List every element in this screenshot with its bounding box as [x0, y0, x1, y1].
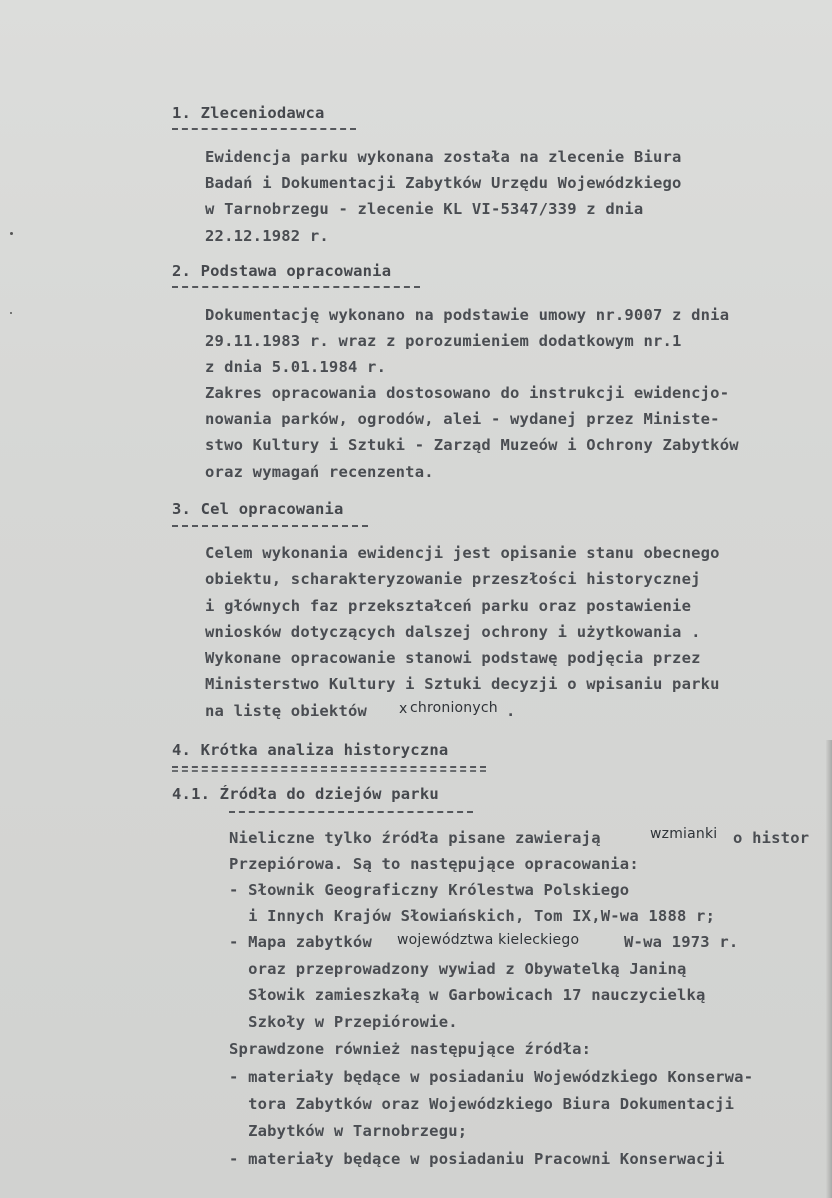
section-1-line: Ewidencja parku wykonana została na zlecenie Biura [205, 148, 682, 166]
section-3-line: Ministerstwo Kultury i Sztuki decyzji o wpisaniu parku [205, 675, 720, 693]
section-2-line: 29.11.1983 r. wraz z porozumieniem dodatkowym nr.1 [205, 332, 682, 350]
line-tail: W-wa 1973 r. [624, 933, 739, 951]
handwritten-wojewodztwa: województwa kieleckiego [397, 932, 580, 948]
section-3-line: Wykonane opracowanie stanowi podstawę podjęcia przez [205, 649, 701, 667]
section-3-line: wniosków dotyczących dalszej ochrony i użytkowania . [205, 623, 701, 641]
section-4-heading: 4. Krótka analiza historyczna [172, 741, 449, 759]
insert-mark: x [399, 701, 408, 717]
section-2-line: z dnia 5.01.1984 r. [205, 358, 387, 376]
section-4-1-line: oraz przeprowadzony wywiad z Obywatelką Janiną [229, 960, 687, 978]
section-4-1-line: - materiały będące w posiadaniu Pracowni Konserwacji [229, 1150, 725, 1168]
section-2-line: Zakres opracowania dostosowano do instrukcji ewidencjo- [205, 384, 730, 402]
line-end-period: . [506, 702, 516, 720]
section-4-underline [172, 766, 486, 768]
handwritten-wzmianki: wzmianki [650, 826, 718, 842]
section-4-1-line: i Innych Krajów Słowiańskich, Tom IX,W-wa 1888 r; [229, 907, 716, 925]
section-4-1-heading: 4.1. Źródła do dziejów parku [172, 785, 439, 803]
scan-speck [10, 232, 13, 235]
section-4-underline-second [172, 770, 486, 772]
section-3-line: Celem wykonania ewidencji jest opisanie stanu obecnego [205, 544, 720, 562]
section-4-1-line: Słowik zamieszkałą w Garbowicach 17 nauczycielką [229, 986, 706, 1004]
section-1-line: 22.12.1982 r. [205, 227, 329, 245]
section-2-line: Dokumentację wykonano na podstawie umowy nr.9007 z dnia [205, 306, 730, 324]
section-2-underline [172, 286, 420, 288]
section-3-line: obiektu, scharakteryzowanie przeszłości historycznej [205, 570, 701, 588]
section-4-1-line: Przepiórowa. Są to następujące opracowania: [229, 855, 639, 873]
section-2-line: oraz wymagań recenzenta. [205, 463, 434, 481]
section-1-heading: 1. Zleceniodawca [172, 104, 325, 122]
section-1-line: w Tarnobrzegu - zlecenie KL VI-5347/339 z dnia [205, 200, 644, 218]
section-4-1-line: - Słownik Geograficzny Królestwa Polskiego [229, 881, 630, 899]
section-4-1-line: - Mapa zabytków [229, 933, 372, 951]
page-edge [826, 740, 832, 1198]
section-4-1-line: Sprawdzone również następujące źródła: [229, 1040, 592, 1058]
section-3-underline [172, 525, 368, 527]
section-4-1-line: tora Zabytków oraz Wojewódzkiego Biura Dokumentacji [229, 1095, 735, 1113]
section-2-line: stwo Kultury i Sztuki - Zarząd Muzeów i Ochrony Zabytków [205, 436, 739, 454]
section-4-1-line: Szkoły w Przepiórowie. [229, 1013, 458, 1031]
scan-speck [10, 312, 12, 314]
section-4-1-line: Nieliczne tylko źródła pisane zawierają [229, 829, 601, 847]
line-tail: o histor [733, 829, 810, 847]
section-4-1-underline [229, 811, 473, 813]
section-3-heading: 3. Cel opracowania [172, 500, 344, 518]
section-3-line: i głównych faz przekształceń parku oraz postawienie [205, 597, 692, 615]
section-2-heading: 2. Podstawa opracowania [172, 262, 392, 280]
section-3-line: na listę obiektów [205, 702, 368, 720]
section-1-underline [172, 128, 356, 130]
section-1-line: Badań i Dokumentacji Zabytków Urzędu Wojewódzkiego [205, 174, 682, 192]
section-4-1-line: - materiały będące w posiadaniu Wojewódzkiego Konserwa- [229, 1068, 754, 1086]
section-4-1-line: Zabytków w Tarnobrzegu; [229, 1122, 468, 1140]
section-2-line: nowania parków, ogrodów, alei - wydanej przez Ministe- [205, 410, 720, 428]
handwritten-insert-chronionych: chronionych [410, 700, 498, 716]
